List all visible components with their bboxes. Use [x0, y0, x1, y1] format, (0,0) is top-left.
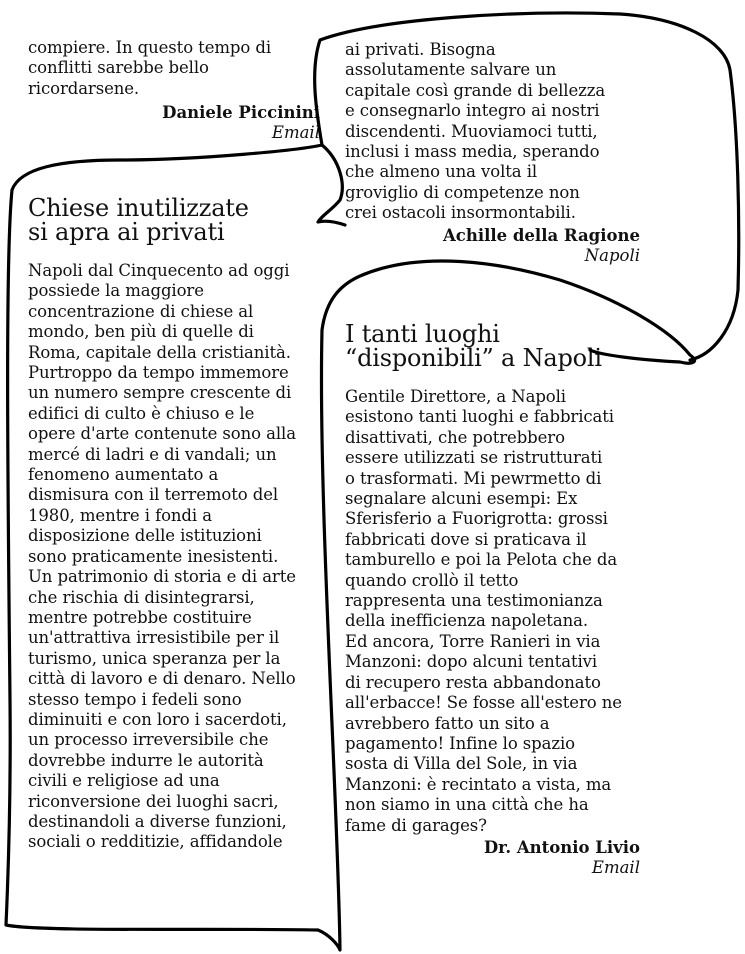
text-line: capitale così grande di bellezza [345, 80, 606, 100]
letter-luoghi-column [345, 322, 640, 878]
text-line: assolutamente salvare un [345, 60, 557, 80]
headline-line: si apra ai privati [28, 218, 225, 246]
letter-chiese-origin: Napoli [584, 245, 640, 265]
text-line: Manzoni: è recintato a vista, ma [345, 774, 612, 794]
text-line: fabbricati dove si praticava il [345, 529, 587, 549]
text-line: pagamento! Infine lo spazio [345, 733, 575, 753]
text-line: Manzoni: dopo alcuni tentativi [345, 652, 598, 672]
text-line: essere utilizzati se ristrutturati [345, 448, 603, 468]
text-line: ai privati. Bisogna [345, 40, 496, 59]
text-line: che almeno una volta il [345, 162, 538, 182]
text-line: quando crollò il tetto [345, 570, 519, 590]
text-line: segnalare alcuni esempi: Ex [345, 489, 578, 509]
text-line: Gentile Direttore, a Napoli [345, 387, 566, 406]
letter-chiese-headline [28, 196, 320, 244]
text-line: disattivati, che potrebbero [345, 427, 565, 447]
text-line: non siamo in una città che ha [345, 795, 589, 815]
text-line: concentrazione di chiese al [28, 301, 254, 321]
text-line: fenomeno aumentato a [28, 465, 219, 485]
text-line: inclusi i mass media, sperando [345, 142, 600, 162]
previous-letter-signature: Daniele Piccinini [162, 103, 320, 123]
text-line: turismo, unica speranza per la [28, 648, 281, 668]
previous-letter-ending [28, 38, 320, 143]
text-line: o trasformati. Mi pewrmetto di [345, 468, 602, 488]
text-line: Napoli dal Cinquecento ad oggi [28, 261, 290, 280]
text-line: compiere. In questo tempo di [28, 38, 272, 57]
text-line: civili e religiose ad una [28, 771, 220, 791]
letter-luoghi-origin: Email [591, 857, 640, 877]
text-line: un'attrattiva irresistibile per il [28, 628, 280, 648]
text-line: Roma, capitale della cristianità. [28, 342, 291, 362]
text-line: opere d'arte contenute sono alla [28, 424, 296, 444]
text-line: disposizione delle istituzioni [28, 526, 262, 546]
text-line: stesso tempo i fedeli sono [28, 689, 242, 709]
text-line: riconversione dei luoghi sacri, [28, 791, 279, 811]
letter-luoghi-headline [345, 322, 640, 370]
text-line: discendenti. Muoviamoci tutti, [345, 121, 598, 141]
text-line: Sferisferio a Fuorigrotta: grossi [345, 509, 608, 529]
text-line: ricordarsene. [28, 78, 140, 98]
text-line: e consegnarlo integro ai nostri [345, 101, 600, 121]
text-line: sociali o redditizie, affidandole [28, 832, 283, 852]
text-line: mercé di ladri e di vandali; un [28, 444, 277, 464]
text-line: della inefficienza napoletana. [345, 611, 588, 631]
text-line: possiede la maggiore [28, 281, 204, 301]
letter-luoghi-body [345, 387, 640, 836]
text-line: che rischia di disintegrarsi, [28, 587, 255, 607]
text-line: di recupero resta abbandonato [345, 672, 601, 692]
letter-chiese-signature: Achille della Ragione [443, 225, 640, 245]
letter-chiese-continuation-text [345, 40, 640, 224]
letter-chiese-body [28, 261, 320, 853]
text-line: città di lavoro e di denaro. Nello [28, 669, 296, 689]
headline-line: “disponibili” a Napoli [345, 344, 602, 372]
text-line: avrebbero fatto un sito a [345, 713, 550, 733]
text-line: 1980, mentre i fondi a [28, 505, 212, 525]
text-line: dovrebbe indurre le autorità [28, 750, 264, 770]
text-line: conflitti sarebbe bello [28, 58, 209, 78]
text-line: tamburello e poi la Pelota che da [345, 550, 618, 570]
text-line: mondo, ben più di quelle di [28, 322, 254, 342]
letter-chiese-column [28, 196, 320, 853]
text-line: Purtroppo da tempo immemore [28, 363, 289, 383]
text-line: crei ostacoli insormontabili. [345, 203, 576, 223]
text-line: destinandoli a diverse funzioni, [28, 811, 287, 831]
previous-letter-text [28, 38, 320, 99]
letter-luoghi-signature: Dr. Antonio Livio [483, 837, 640, 857]
text-line: dismisura con il terremoto del [28, 485, 279, 505]
text-line: Ed ancora, Torre Ranieri in via [345, 631, 601, 651]
letter-chiese-continuation [345, 40, 640, 266]
text-line: un numero sempre crescente di [28, 383, 292, 403]
text-line: all'erbacce! Se fosse all'estero ne [345, 693, 622, 713]
headline-line: Chiese inutilizzate [28, 194, 249, 222]
text-line: un processo irreversibile che [28, 730, 269, 750]
text-line: esistono tanti luoghi e fabbricati [345, 407, 614, 427]
headline-line: I tanti luoghi [345, 320, 500, 348]
text-line: fame di garages? [345, 815, 487, 835]
text-line: rappresenta una testimonianza [345, 591, 603, 611]
text-line: edifici di culto è chiuso e le [28, 403, 255, 423]
previous-letter-origin: Email [271, 123, 320, 143]
text-line: groviglio di competenze non [345, 182, 580, 202]
text-line: mentre potrebbe costituire [28, 607, 252, 627]
text-line: sono praticamente inesistenti. [28, 546, 279, 566]
text-line: Un patrimonio di storia e di arte [28, 567, 296, 587]
text-line: sosta di Villa del Sole, in via [345, 754, 578, 774]
text-line: diminuiti e con loro i sacerdoti, [28, 709, 287, 729]
